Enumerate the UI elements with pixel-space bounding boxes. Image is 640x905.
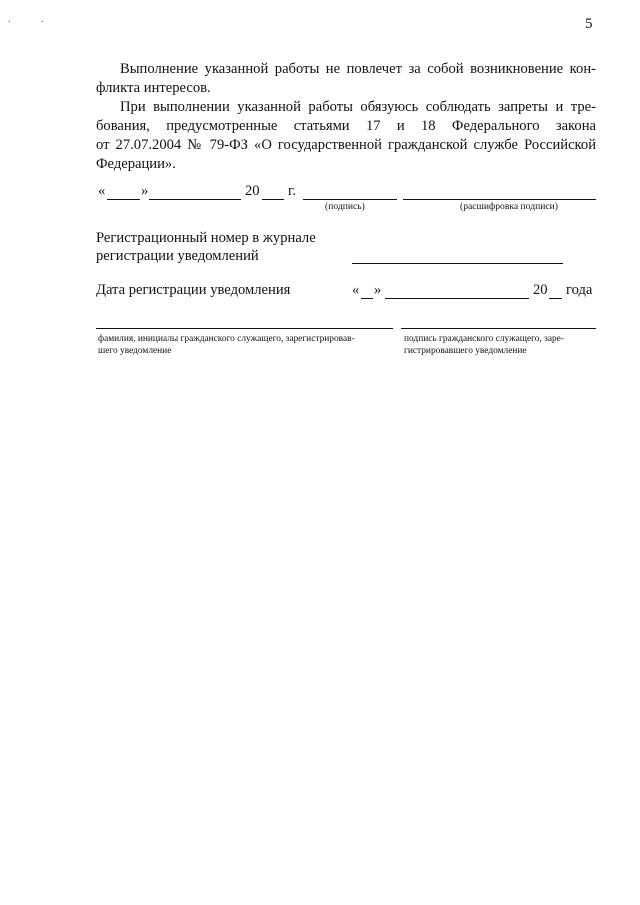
paragraph-obligations: [96, 98, 596, 174]
decoding-caption: (расшифровка подписи): [460, 201, 558, 212]
paragraph-line: бования, предусмотренные статьями 17 и 18 Федерального закона: [96, 118, 596, 134]
caption-line: гистрировавшего уведомление: [404, 346, 527, 356]
date-day-field[interactable]: [107, 199, 140, 200]
paragraph-line: При выполнении указанной работы обязуюсь соблюдать запреты и тре-: [120, 99, 596, 115]
date-open-quote: «: [98, 183, 106, 199]
registration-year-field[interactable]: [549, 298, 562, 299]
caption-line: подпись гражданского служащего, заре-: [404, 334, 564, 344]
registrar-name-field[interactable]: [96, 328, 393, 329]
signature-field[interactable]: [303, 199, 397, 200]
registration-number-field[interactable]: [352, 263, 563, 264]
registration-date-label: Дата регистрации уведомления: [96, 282, 291, 298]
registration-number-label-line1: Регистрационный номер в журнале: [96, 230, 316, 246]
registration-year-suffix: года: [566, 282, 593, 298]
registrar-signature-caption: [404, 333, 596, 357]
registrar-name-caption: [98, 333, 394, 357]
caption-line: фамилия, инициалы гражданского служащего, зарегистрировав-: [98, 334, 355, 344]
registration-year-prefix: 20: [533, 282, 548, 298]
paragraph-line: фликта интересов.: [96, 80, 211, 96]
registration-date-close-quote: »: [374, 282, 382, 298]
paragraph-line: Выполнение указанной работы не повлечет за собой возникновение кон-: [120, 61, 596, 77]
registration-number-label-line2: регистрации уведомлений: [96, 248, 259, 264]
date-year-suffix: г.: [288, 183, 296, 199]
corner-marks: . .: [8, 14, 58, 25]
registration-date-open-quote: «: [352, 282, 360, 298]
registration-day-field[interactable]: [361, 298, 373, 299]
page-number: 5: [585, 16, 593, 32]
registrar-signature-field[interactable]: [401, 328, 596, 329]
signature-caption: (подпись): [325, 201, 365, 212]
paragraph-line: Федерации».: [96, 156, 176, 172]
date-month-field[interactable]: [149, 199, 241, 200]
paragraph-conflict: [96, 60, 596, 98]
paragraph-line: от 27.07.2004 № 79-ФЗ «О государственной гражданской службе Российской: [96, 137, 596, 153]
registration-month-field[interactable]: [385, 298, 529, 299]
date-close-quote: »: [141, 183, 149, 199]
signature-decoding-field[interactable]: [403, 199, 596, 200]
caption-line: шего уведомление: [98, 346, 172, 356]
date-year-prefix: 20: [245, 183, 260, 199]
date-year-field[interactable]: [262, 199, 284, 200]
